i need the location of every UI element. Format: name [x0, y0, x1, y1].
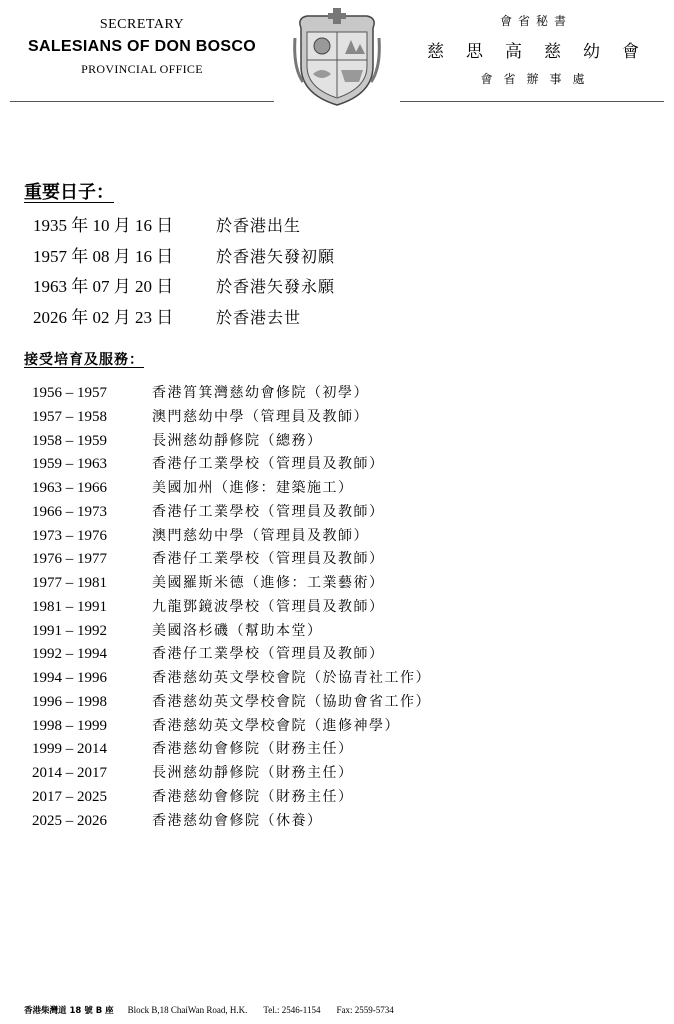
service-years: 2014 – 2017 [32, 765, 107, 781]
important-dates-list [33, 211, 335, 333]
service-place: 澳門慈幼中學（管理員及教師） [152, 527, 369, 544]
service-years: 1976 – 1977 [32, 551, 107, 568]
date-item [33, 242, 335, 273]
date-value: 1957 年 08 月 16 日 [33, 246, 174, 266]
service-years: 1996 – 1998 [32, 693, 107, 710]
footer-fax: Fax: 2559-5734 [336, 1005, 394, 1015]
service-place: 香港仔工業學校（管理員及教師） [152, 551, 385, 568]
date-event: 於香港矢發永願 [216, 277, 336, 296]
service-place: 美國羅斯米德（進修：工業藝術） [152, 575, 385, 591]
service-item [32, 784, 431, 808]
service-years: 1991 – 1992 [32, 622, 107, 639]
service-item [32, 380, 431, 404]
service-item [32, 808, 431, 832]
date-event: 於香港出生 [216, 216, 302, 235]
service-item [32, 713, 431, 737]
header-english [10, 17, 274, 77]
header-secretary: SECRETARY [99, 17, 185, 32]
service-years: 1963 – 1966 [32, 480, 107, 496]
service-item [32, 618, 431, 642]
service-item [32, 546, 431, 570]
service-title: 接受培育及服務： [24, 352, 144, 368]
header-office: PROVINCIAL OFFICE [81, 62, 203, 76]
service-years: 1999 – 2014 [32, 741, 107, 758]
service-years: 1973 – 1976 [32, 527, 107, 544]
date-event: 於香港矢發初願 [216, 246, 336, 266]
service-years: 1981 – 1991 [32, 598, 107, 615]
service-item [32, 594, 431, 618]
service-item [32, 570, 431, 594]
service-item [32, 689, 431, 713]
header-org-name: SALESIANS OF DON BOSCO [28, 38, 256, 55]
service-item [32, 428, 431, 452]
service-place: 香港慈幼英文學校會院（於協青社工作） [152, 670, 431, 686]
service-item [32, 451, 431, 475]
footer-tel: Tel.: 2546-1154 [263, 1005, 321, 1015]
service-years: 1957 – 1958 [32, 408, 107, 425]
date-value: 1963 年 07 月 20 日 [33, 277, 174, 296]
service-years: 1959 – 1963 [32, 456, 107, 473]
header-zh-office: 會省辦事處 [480, 72, 596, 86]
service-place: 香港慈幼會修院（財務主任） [152, 788, 354, 805]
service-place: 九龍鄧鏡波學校（管理員及教師） [152, 598, 385, 615]
service-place: 香港仔工業學校（管理員及教師） [152, 456, 385, 473]
service-place: 香港慈幼英文學校會院（進修神學） [152, 717, 400, 734]
service-place: 長洲慈幼靜修院（財務主任） [152, 765, 354, 781]
service-place: 美國加州（進修：建築施工） [152, 480, 354, 496]
service-list [32, 380, 431, 831]
date-value: 2026 年 02 月 23 日 [33, 307, 174, 327]
footer-address-en: Block B,18 ChaiWan Road, H.K. [127, 1005, 248, 1015]
service-item [32, 641, 431, 665]
service-years: 2017 – 2025 [32, 788, 107, 805]
header-rule-right [400, 101, 664, 102]
service-years: 1958 – 1959 [32, 432, 107, 449]
service-years: 1992 – 1994 [32, 646, 107, 663]
service-item [32, 404, 431, 428]
service-place: 香港仔工業學校（管理員及教師） [152, 503, 385, 520]
service-place: 香港慈幼會修院（休養） [152, 812, 323, 829]
header-chinese [400, 12, 664, 87]
date-event: 於香港去世 [216, 307, 302, 327]
service-item [32, 499, 431, 523]
date-item [33, 272, 335, 303]
service-years: 1994 – 1996 [32, 670, 107, 686]
service-years: 1977 – 1981 [32, 575, 107, 591]
service-place: 香港慈幼會修院（財務主任） [152, 741, 354, 758]
service-item [32, 665, 431, 689]
service-place: 美國洛杉磯（幫助本堂） [152, 622, 323, 639]
service-item [32, 523, 431, 547]
service-years: 2025 – 2026 [32, 812, 107, 829]
service-years: 1956 – 1957 [32, 385, 107, 401]
footer-address [24, 1004, 410, 1016]
header-rule-left [10, 101, 274, 102]
service-place: 長洲慈幼靜修院（總務） [152, 432, 323, 449]
footer-address-zh: 香港柴灣道 18 號 B 座 [24, 1006, 114, 1016]
service-place: 香港仔工業學校（管理員及教師） [152, 646, 385, 663]
service-place: 澳門慈幼中學（管理員及教師） [152, 408, 369, 425]
date-item [33, 303, 335, 334]
header-zh-org: 慈思高慈幼會 [427, 42, 661, 62]
service-years: 1966 – 1973 [32, 503, 107, 520]
service-item [32, 736, 431, 760]
header-zh-secretary: 會省秘書 [499, 14, 572, 28]
important-dates-title: 重要日子： [24, 182, 114, 203]
date-item [33, 211, 335, 242]
date-value: 1935 年 10 月 16 日 [33, 216, 174, 235]
salesian-crest-icon [293, 8, 381, 108]
service-years: 1998 – 1999 [32, 717, 107, 734]
service-item [32, 475, 431, 499]
service-place: 香港慈幼英文學校會院（協助會省工作） [152, 693, 431, 710]
service-item [32, 760, 431, 784]
service-place: 香港筲箕灣慈幼會修院（初學） [152, 385, 369, 401]
